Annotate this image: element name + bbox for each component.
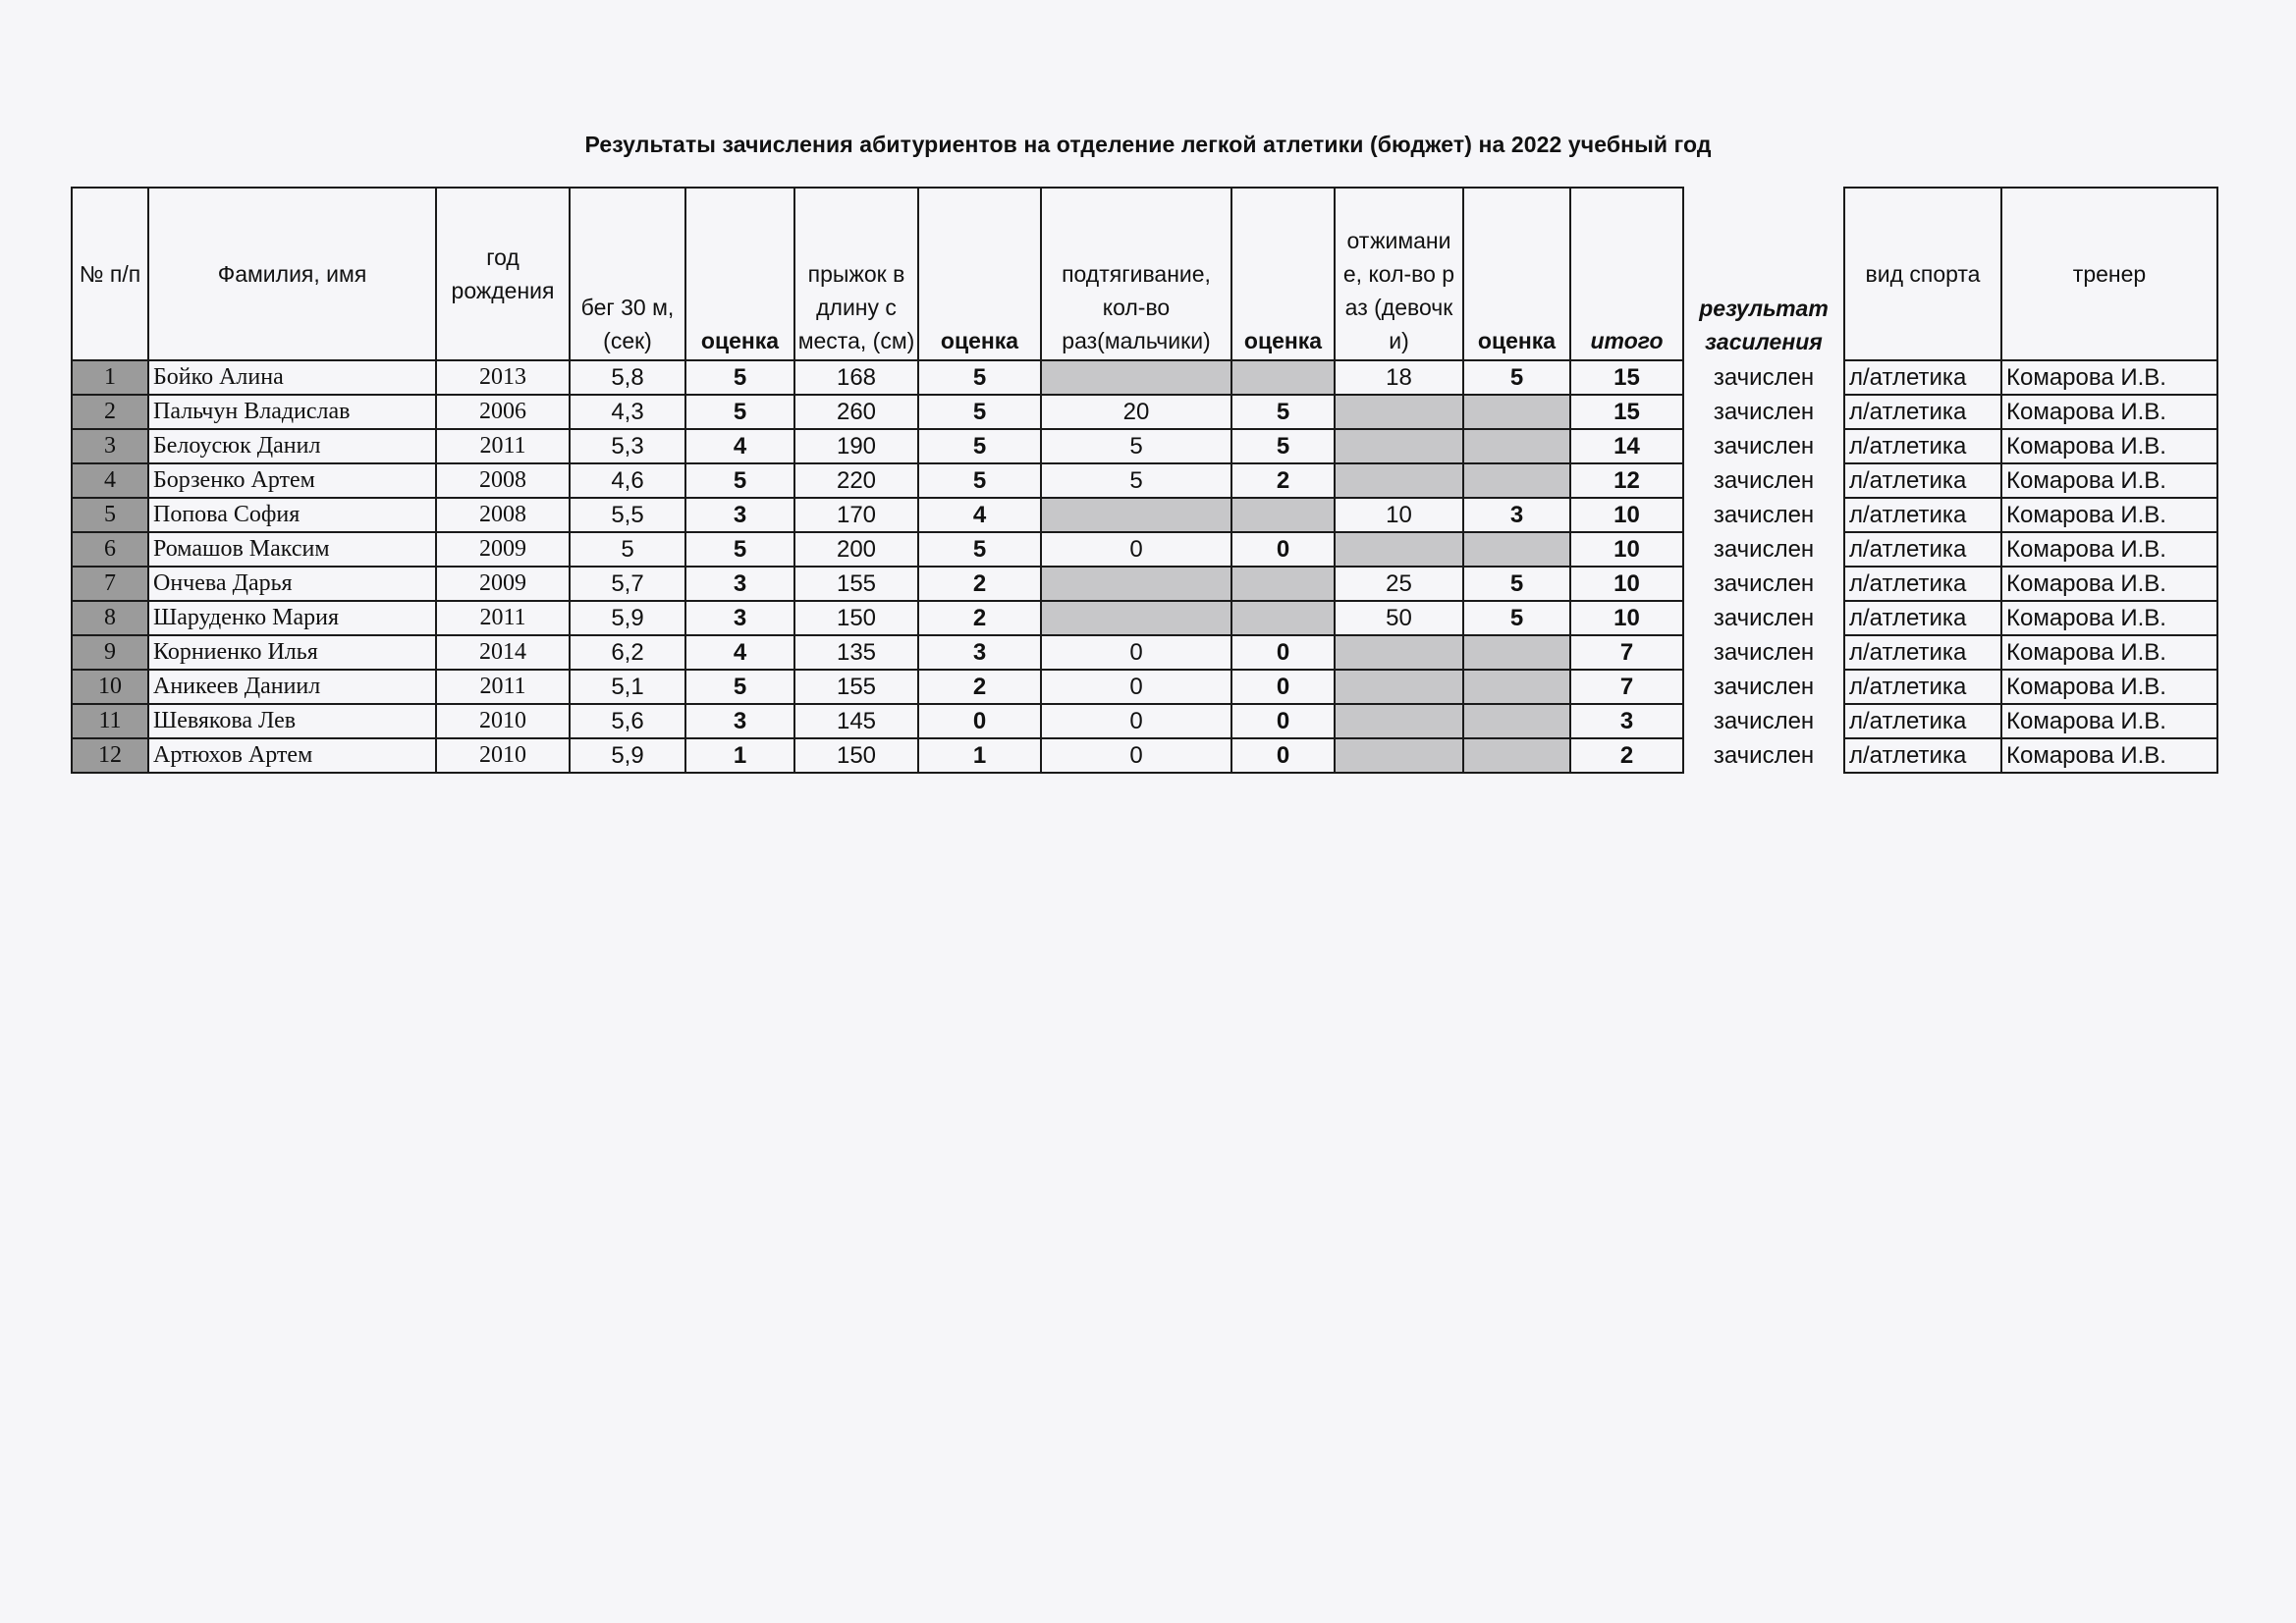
cell-pushups xyxy=(1335,463,1463,498)
table-row xyxy=(72,704,2217,738)
cell-name: Борзенко Артем xyxy=(148,463,436,498)
cell-jump: 170 xyxy=(794,498,918,532)
header-pullups: подтягивание, кол-во раз(мальчики) xyxy=(1041,188,1231,360)
cell-run-score: 5 xyxy=(685,360,794,395)
cell-pushups-score xyxy=(1463,704,1570,738)
cell-name: Белоусюк Данил xyxy=(148,429,436,463)
cell-sport: л/атлетика xyxy=(1844,567,2001,601)
cell-result: зачислен xyxy=(1683,498,1844,532)
table-row xyxy=(72,601,2217,635)
cell-jump: 168 xyxy=(794,360,918,395)
cell-sport: л/атлетика xyxy=(1844,532,2001,567)
cell-coach: Комарова И.В. xyxy=(2001,601,2217,635)
cell-pullups-score: 0 xyxy=(1231,635,1335,670)
cell-pushups xyxy=(1335,429,1463,463)
cell-run: 5,8 xyxy=(570,360,685,395)
cell-run: 4,6 xyxy=(570,463,685,498)
cell-pushups: 18 xyxy=(1335,360,1463,395)
cell-sport: л/атлетика xyxy=(1844,360,2001,395)
cell-jump-score: 0 xyxy=(918,704,1041,738)
table-row xyxy=(72,567,2217,601)
cell-result: зачислен xyxy=(1683,532,1844,567)
cell-run: 5,1 xyxy=(570,670,685,704)
cell-coach: Комарова И.В. xyxy=(2001,463,2217,498)
cell-year: 2013 xyxy=(436,360,570,395)
header-jump-score: оценка xyxy=(918,188,1041,360)
cell-run: 5,6 xyxy=(570,704,685,738)
cell-year: 2011 xyxy=(436,601,570,635)
cell-pullups: 5 xyxy=(1041,463,1231,498)
cell-pullups-score: 2 xyxy=(1231,463,1335,498)
cell-year: 2008 xyxy=(436,498,570,532)
cell-num: 4 xyxy=(72,463,148,498)
header-long-jump: прыжок в длину с места, (см) xyxy=(794,188,918,360)
cell-name: Корниенко Илья xyxy=(148,635,436,670)
cell-total: 10 xyxy=(1570,567,1683,601)
cell-num: 7 xyxy=(72,567,148,601)
cell-coach: Комарова И.В. xyxy=(2001,498,2217,532)
header-coach: тренер xyxy=(2001,188,2217,360)
cell-total: 10 xyxy=(1570,601,1683,635)
cell-pushups-score: 3 xyxy=(1463,498,1570,532)
cell-result: зачислен xyxy=(1683,395,1844,429)
cell-pushups-score xyxy=(1463,738,1570,773)
cell-sport: л/атлетика xyxy=(1844,704,2001,738)
cell-total: 10 xyxy=(1570,532,1683,567)
cell-result: зачислен xyxy=(1683,635,1844,670)
cell-total: 14 xyxy=(1570,429,1683,463)
table-row xyxy=(72,635,2217,670)
cell-year: 2008 xyxy=(436,463,570,498)
cell-year: 2011 xyxy=(436,429,570,463)
cell-coach: Комарова И.В. xyxy=(2001,635,2217,670)
table-header-row xyxy=(72,188,2217,360)
cell-pullups-score: 0 xyxy=(1231,704,1335,738)
cell-pullups-score xyxy=(1231,360,1335,395)
cell-num: 12 xyxy=(72,738,148,773)
cell-jump: 190 xyxy=(794,429,918,463)
cell-num: 11 xyxy=(72,704,148,738)
cell-jump: 135 xyxy=(794,635,918,670)
cell-year: 2010 xyxy=(436,738,570,773)
results-table xyxy=(71,187,2218,774)
cell-num: 10 xyxy=(72,670,148,704)
cell-pushups xyxy=(1335,395,1463,429)
cell-total: 2 xyxy=(1570,738,1683,773)
cell-result: зачислен xyxy=(1683,670,1844,704)
cell-pullups-score: 0 xyxy=(1231,670,1335,704)
table-row xyxy=(72,360,2217,395)
cell-jump-score: 5 xyxy=(918,463,1041,498)
cell-run-score: 5 xyxy=(685,670,794,704)
cell-run: 4,3 xyxy=(570,395,685,429)
table-row xyxy=(72,395,2217,429)
cell-coach: Комарова И.В. xyxy=(2001,738,2217,773)
cell-pushups-score xyxy=(1463,395,1570,429)
cell-jump: 260 xyxy=(794,395,918,429)
cell-name: Бойко Алина xyxy=(148,360,436,395)
cell-result: зачислен xyxy=(1683,567,1844,601)
cell-pullups-score xyxy=(1231,498,1335,532)
header-num: № п/п xyxy=(72,188,148,360)
cell-pullups: 0 xyxy=(1041,635,1231,670)
cell-total: 15 xyxy=(1570,360,1683,395)
cell-name: Артюхов Артем xyxy=(148,738,436,773)
header-pushups: отжимание, кол-во раз (девочки) xyxy=(1335,188,1463,360)
cell-total: 7 xyxy=(1570,670,1683,704)
cell-pushups-score xyxy=(1463,463,1570,498)
cell-sport: л/атлетика xyxy=(1844,395,2001,429)
cell-pushups: 50 xyxy=(1335,601,1463,635)
cell-jump: 200 xyxy=(794,532,918,567)
cell-sport: л/атлетика xyxy=(1844,601,2001,635)
cell-name: Ромашов Максим xyxy=(148,532,436,567)
table-row xyxy=(72,498,2217,532)
cell-year: 2014 xyxy=(436,635,570,670)
table-row xyxy=(72,738,2217,773)
cell-pullups: 0 xyxy=(1041,704,1231,738)
cell-result: зачислен xyxy=(1683,704,1844,738)
cell-pullups-score: 0 xyxy=(1231,738,1335,773)
cell-jump-score: 5 xyxy=(918,360,1041,395)
cell-run-score: 3 xyxy=(685,704,794,738)
cell-sport: л/атлетика xyxy=(1844,738,2001,773)
cell-run: 5,9 xyxy=(570,601,685,635)
cell-coach: Комарова И.В. xyxy=(2001,360,2217,395)
cell-run-score: 1 xyxy=(685,738,794,773)
cell-run-score: 5 xyxy=(685,532,794,567)
cell-name: Аникеев Даниил xyxy=(148,670,436,704)
cell-pushups xyxy=(1335,635,1463,670)
cell-pullups xyxy=(1041,567,1231,601)
cell-pullups-score xyxy=(1231,601,1335,635)
table-row xyxy=(72,463,2217,498)
cell-jump: 150 xyxy=(794,601,918,635)
cell-run-score: 3 xyxy=(685,601,794,635)
table-row xyxy=(72,670,2217,704)
cell-sport: л/атлетика xyxy=(1844,463,2001,498)
cell-jump-score: 5 xyxy=(918,395,1041,429)
cell-num: 5 xyxy=(72,498,148,532)
cell-pushups-score: 5 xyxy=(1463,360,1570,395)
cell-run-score: 3 xyxy=(685,567,794,601)
cell-run-score: 3 xyxy=(685,498,794,532)
cell-result: зачислен xyxy=(1683,429,1844,463)
cell-pushups-score xyxy=(1463,670,1570,704)
cell-run: 5,5 xyxy=(570,498,685,532)
cell-pullups xyxy=(1041,360,1231,395)
cell-sport: л/атлетика xyxy=(1844,670,2001,704)
cell-pushups-score: 5 xyxy=(1463,601,1570,635)
cell-sport: л/атлетика xyxy=(1844,429,2001,463)
cell-name: Попова София xyxy=(148,498,436,532)
cell-num: 3 xyxy=(72,429,148,463)
header-total: итого xyxy=(1570,188,1683,360)
cell-pullups-score: 0 xyxy=(1231,532,1335,567)
cell-pushups: 25 xyxy=(1335,567,1463,601)
cell-result: зачислен xyxy=(1683,360,1844,395)
cell-pullups: 20 xyxy=(1041,395,1231,429)
cell-total: 15 xyxy=(1570,395,1683,429)
cell-pushups xyxy=(1335,532,1463,567)
cell-pullups: 0 xyxy=(1041,738,1231,773)
cell-run-score: 5 xyxy=(685,395,794,429)
header-name: Фамилия, имя xyxy=(148,188,436,360)
table-row xyxy=(72,429,2217,463)
header-birth-year: год рождения xyxy=(436,188,570,360)
cell-name: Шаруденко Мария xyxy=(148,601,436,635)
cell-total: 3 xyxy=(1570,704,1683,738)
cell-jump: 155 xyxy=(794,567,918,601)
cell-pushups xyxy=(1335,738,1463,773)
cell-jump-score: 3 xyxy=(918,635,1041,670)
cell-year: 2011 xyxy=(436,670,570,704)
cell-run-score: 4 xyxy=(685,429,794,463)
cell-result: зачислен xyxy=(1683,463,1844,498)
cell-jump-score: 1 xyxy=(918,738,1041,773)
cell-coach: Комарова И.В. xyxy=(2001,567,2217,601)
cell-run: 5 xyxy=(570,532,685,567)
cell-jump-score: 5 xyxy=(918,532,1041,567)
cell-run: 5,3 xyxy=(570,429,685,463)
cell-year: 2009 xyxy=(436,567,570,601)
cell-name: Шевякова Лев xyxy=(148,704,436,738)
cell-coach: Комарова И.В. xyxy=(2001,429,2217,463)
header-pullups-score: оценка xyxy=(1231,188,1335,360)
cell-year: 2006 xyxy=(436,395,570,429)
document-title: Результаты зачисления абитуриентов на отделение легкой атлетики (бюджет) на 2022 учебный год xyxy=(584,132,1712,157)
header-sport: вид спорта xyxy=(1844,188,2001,360)
cell-jump-score: 2 xyxy=(918,601,1041,635)
cell-coach: Комарова И.В. xyxy=(2001,704,2217,738)
cell-sport: л/атлетика xyxy=(1844,498,2001,532)
cell-pullups: 5 xyxy=(1041,429,1231,463)
cell-run-score: 5 xyxy=(685,463,794,498)
cell-year: 2009 xyxy=(436,532,570,567)
cell-num: 1 xyxy=(72,360,148,395)
cell-name: Ончева Дарья xyxy=(148,567,436,601)
cell-pullups xyxy=(1041,498,1231,532)
cell-pullups xyxy=(1041,601,1231,635)
cell-pullups: 0 xyxy=(1041,670,1231,704)
cell-pushups: 10 xyxy=(1335,498,1463,532)
cell-sport: л/атлетика xyxy=(1844,635,2001,670)
cell-jump-score: 2 xyxy=(918,670,1041,704)
cell-jump-score: 5 xyxy=(918,429,1041,463)
cell-coach: Комарова И.В. xyxy=(2001,395,2217,429)
cell-total: 7 xyxy=(1570,635,1683,670)
cell-pushups-score xyxy=(1463,635,1570,670)
cell-run: 5,9 xyxy=(570,738,685,773)
cell-name: Пальчун Владислав xyxy=(148,395,436,429)
cell-jump: 145 xyxy=(794,704,918,738)
cell-num: 8 xyxy=(72,601,148,635)
cell-pushups xyxy=(1335,670,1463,704)
header-run-score: оценка xyxy=(685,188,794,360)
cell-coach: Комарова И.В. xyxy=(2001,670,2217,704)
cell-num: 6 xyxy=(72,532,148,567)
cell-pullups-score: 5 xyxy=(1231,429,1335,463)
header-pushups-score: оценка xyxy=(1463,188,1570,360)
header-run-30m: бег 30 м, (сек) xyxy=(570,188,685,360)
cell-jump-score: 2 xyxy=(918,567,1041,601)
cell-run: 5,7 xyxy=(570,567,685,601)
cell-total: 12 xyxy=(1570,463,1683,498)
cell-pullups: 0 xyxy=(1041,532,1231,567)
cell-result: зачислен xyxy=(1683,738,1844,773)
cell-run: 6,2 xyxy=(570,635,685,670)
cell-pullups-score: 5 xyxy=(1231,395,1335,429)
table-row xyxy=(72,532,2217,567)
cell-pushups-score xyxy=(1463,429,1570,463)
header-enrollment-result: результат засиления xyxy=(1683,188,1844,360)
cell-result: зачислен xyxy=(1683,601,1844,635)
cell-total: 10 xyxy=(1570,498,1683,532)
cell-run-score: 4 xyxy=(685,635,794,670)
cell-jump: 155 xyxy=(794,670,918,704)
cell-jump-score: 4 xyxy=(918,498,1041,532)
cell-num: 9 xyxy=(72,635,148,670)
cell-pushups-score: 5 xyxy=(1463,567,1570,601)
cell-year: 2010 xyxy=(436,704,570,738)
cell-pullups-score xyxy=(1231,567,1335,601)
cell-jump: 220 xyxy=(794,463,918,498)
cell-coach: Комарова И.В. xyxy=(2001,532,2217,567)
cell-num: 2 xyxy=(72,395,148,429)
cell-jump: 150 xyxy=(794,738,918,773)
cell-pushups xyxy=(1335,704,1463,738)
cell-pushups-score xyxy=(1463,532,1570,567)
